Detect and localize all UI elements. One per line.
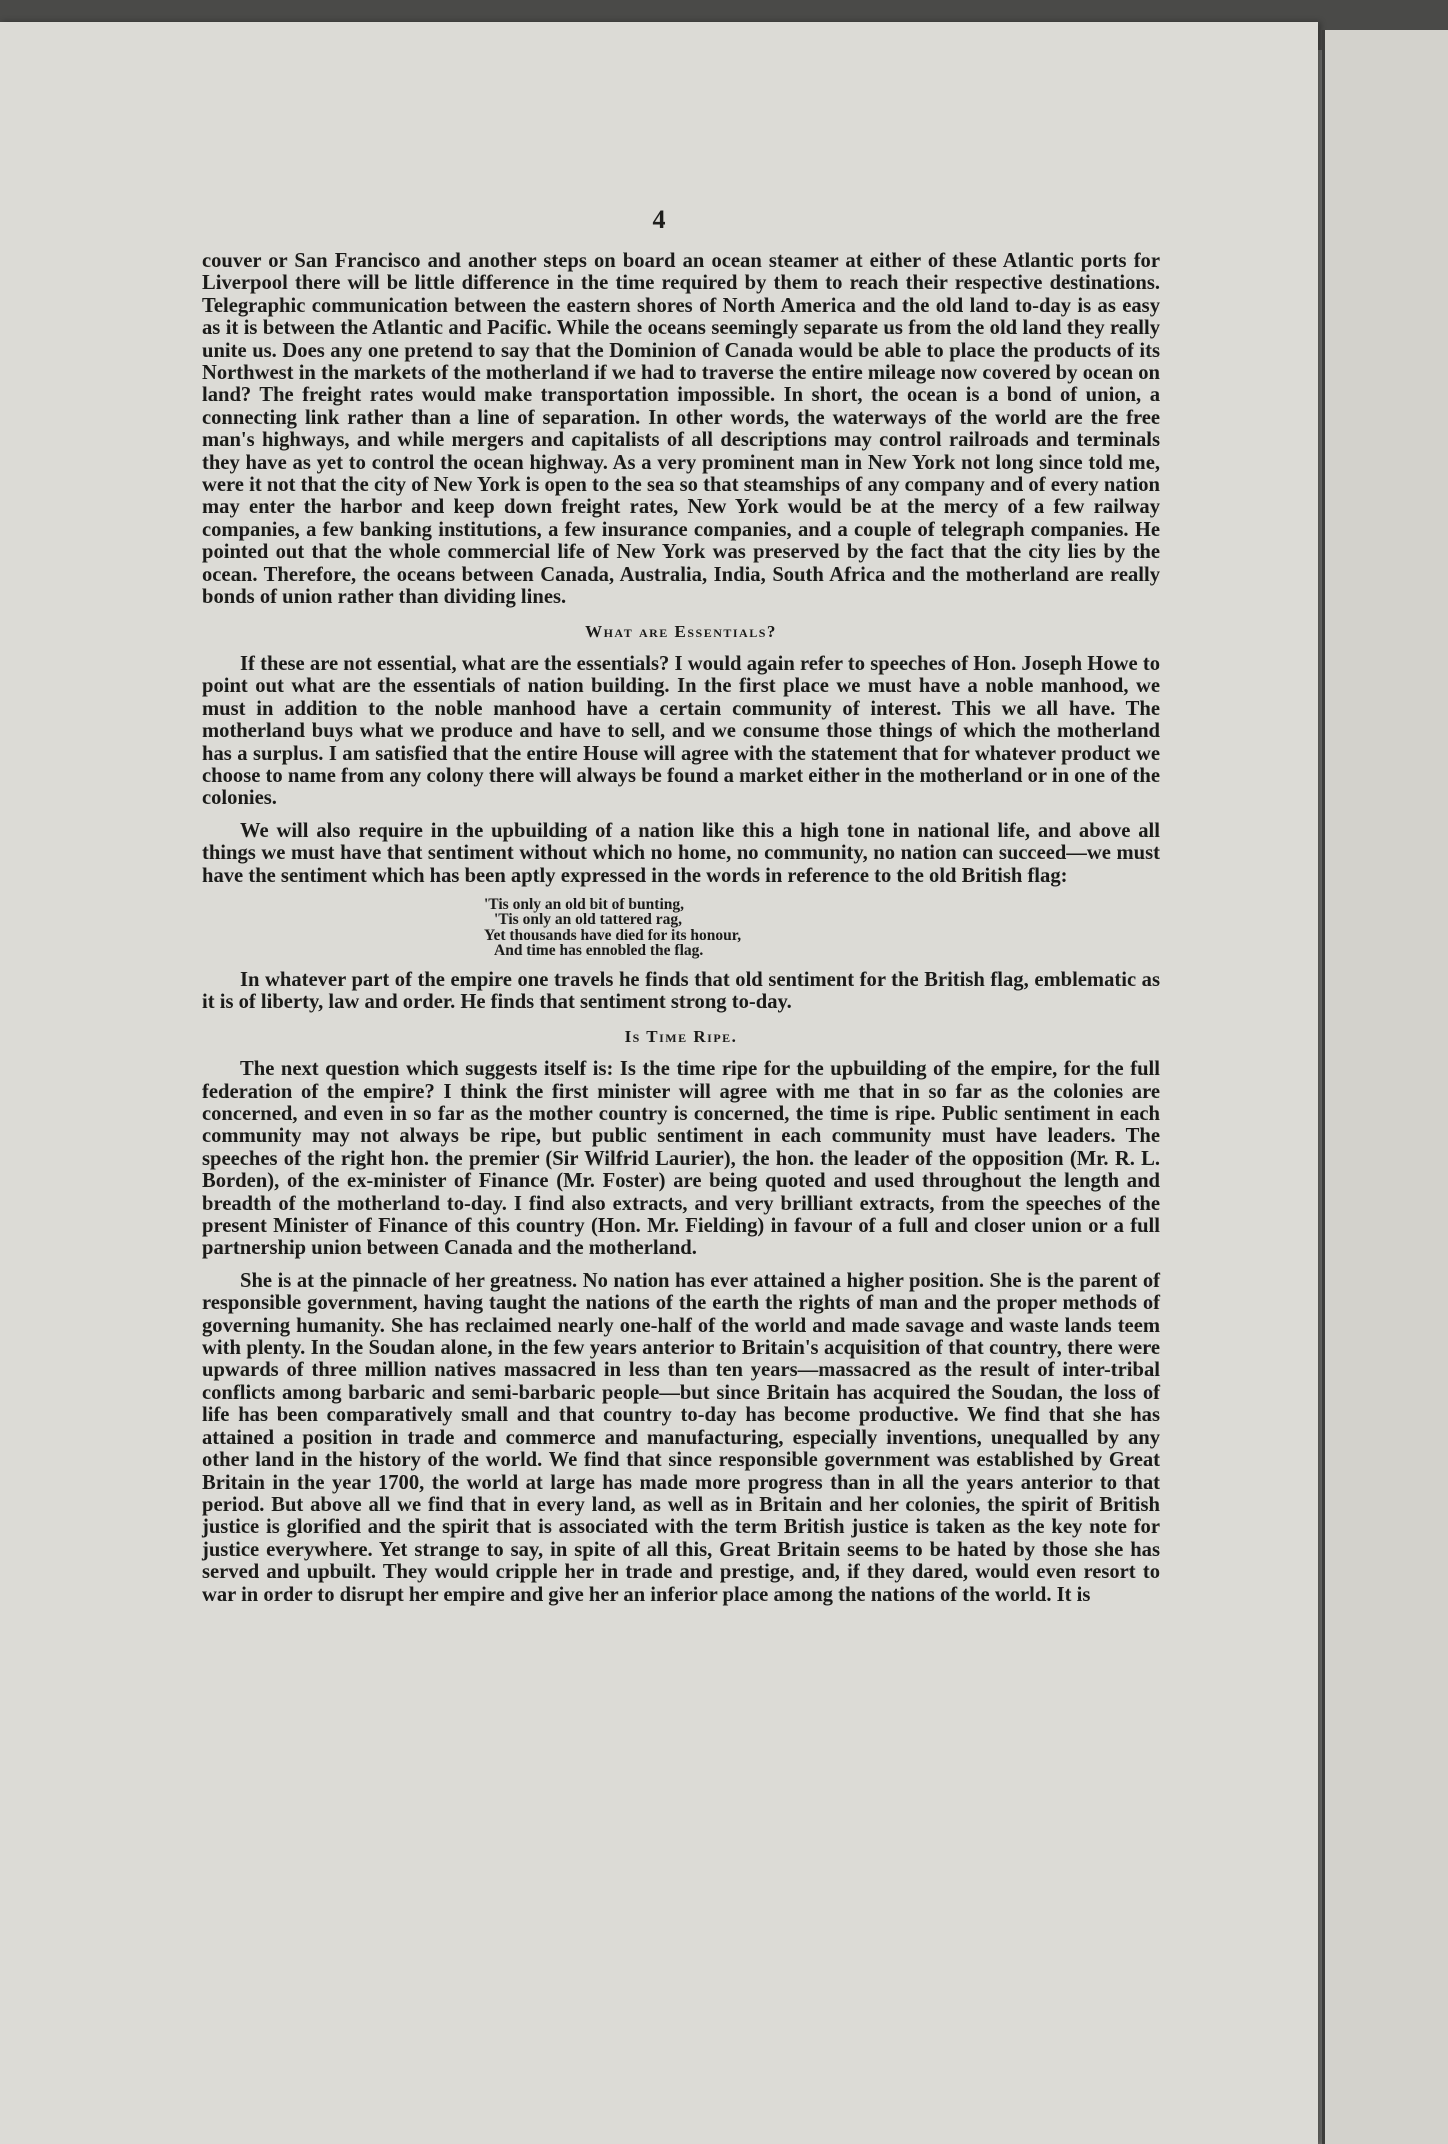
section-heading-essentials: What are Essentials? [585, 621, 777, 641]
page-body [202, 250, 1160, 1606]
adjacent-page-edge [1322, 30, 1448, 2144]
poem-line: Yet thousands have died for its honour, [484, 926, 742, 944]
poem-line: And time has ennobled the flag. [494, 942, 704, 960]
poem-line: 'Tis only an old bit of bunting, [484, 895, 685, 913]
paragraph-essentials: If these are not essential, what are the essentials? I would again refer to speeches of Hon. Joseph Howe to point out what are the essentials of nation building. In the first place we must have a noble manhood, we must in addition to the noble manhood have a certain community of interest. This we all have. The motherland buys what we produce and have to sell, and we consume those things of which the motherland has a surplus. I am satisfied that the entire House will agree with the statement that for whatever product we choose to name from any colony there will always be found a market either in the motherland or in one of the colonies. [202, 652, 1160, 810]
section-heading-time-ripe: Is Time Ripe. [624, 1026, 738, 1046]
paragraph-sentiment: We will also require in the upbuilding of a nation like this a high tone in national life, and above all things we must have that sentiment without which no home, no community, no nation can succeed—we must have the sentiment which has been aptly expressed in the words in reference to the old British flag: [202, 819, 1160, 887]
page-number: 4 [652, 205, 666, 234]
poem-quote [484, 897, 1160, 959]
paragraph-greatness: She is at the pinnacle of her greatness. No nation has ever attained a higher position. She is the parent of responsible government, having taught the nations of the earth the rights of man and the proper methods of governing humanity. She has reclaimed nearly one-half of the world and made savage and waste lands teem with plenty. In the Soudan alone, in the few years anterior to Britain's acquisition of that country, there were upwards of three million natives massacred in less than ten years—massacred as the result of inter-tribal conflicts among barbaric and semi-barbaric people—but since Britain has acquired the Soudan, the loss of life has been comparatively small and that country to-day has become productive. We find that she has attained a position in trade and commerce and manufacturing, especially inventions, unequalled by any other land in the history of the world. We find that since responsible government was established by Great Britain in the year 1700, the world at large has made more progress than in all the years anterior to that period. But above all we find that in every land, as well as in Britain and her colonies, the spirit of British justice is glorified and the spirit that is associated with the term British justice is taken as the key note for justice everywhere. Yet strange to say, in spite of all this, Great Britain seems to be hated by those she has served and upbuilt. They would cripple her in trade and prestige, and, if they dared, would even resort to war in order to disrupt her empire and give her an inferior place among the nations of the world. It is [202, 1269, 1160, 1606]
paragraph-time-ripe: The next question which suggests itself is: Is the time ripe for the upbuilding of the empire, for the full federation of the empire? I think the first minister will agree with me that in so far as the colonies are concerned, and even in so far as the mother country is concerned, the time is ripe. Public sentiment in each community may not always be ripe, but public sentiment in each community must have leaders. The speeches of the right hon. the premier (Sir Wilfrid Laurier), the hon. the leader of the opposition (Mr. R. L. Borden), of the ex-minister of Finance (Mr. Foster) are being quoted and used throughout the length and breadth of the motherland to-day. I find also extracts, and very brilliant extracts, from the speeches of the present Minister of Finance of this country (Hon. Mr. Fielding) in favour of a full and closer union or a full partnership union between Canada and the motherland. [202, 1058, 1160, 1260]
paragraph-continuation: couver or San Francisco and another steps on board an ocean steamer at either of these Atlantic ports for Liverpool there will be little difference in the time required by them to reach their respective destinations. Telegraphic communication between the eastern shores of North America and the old land to-day is as easy as it is between the Atlantic and Pacific. While the oceans seemingly separate us from the old land they really unite us. Does any one pretend to say that the Dominion of Canada would be able to place the products of its Northwest in the markets of the motherland if we had to traverse the entire mileage now covered by ocean on land? The freight rates would make transportation impossible. In short, the ocean is a bond of union, a connecting link rather than a line of separation. In other words, the waterways of the world are the free man's highways, and while mergers and capitalists of all descriptions may control railroads and terminals they have as yet to control the ocean highway. As a very prominent man in New York not long since told me, were it not that the city of New York is open to the sea so that steamships of any company and of every nation may enter the harbor and keep down freight rates, New York would be at the mercy of a few railway companies, a few banking institutions, a few insurance companies, and a couple of telegraph companies. He pointed out that the whole commercial life of New York was preserved by the fact that the city lies by the ocean. Therefore, the oceans between Canada, Australia, India, South Africa and the motherland are really bonds of union rather than dividing lines. [202, 250, 1160, 609]
paragraph-flag: In whatever part of the empire one travels he finds that old sentiment for the British flag, emblematic as it is of liberty, law and order. He finds that sentiment strong to-day. [202, 968, 1160, 1014]
poem-line: 'Tis only an old tattered rag, [494, 911, 683, 929]
